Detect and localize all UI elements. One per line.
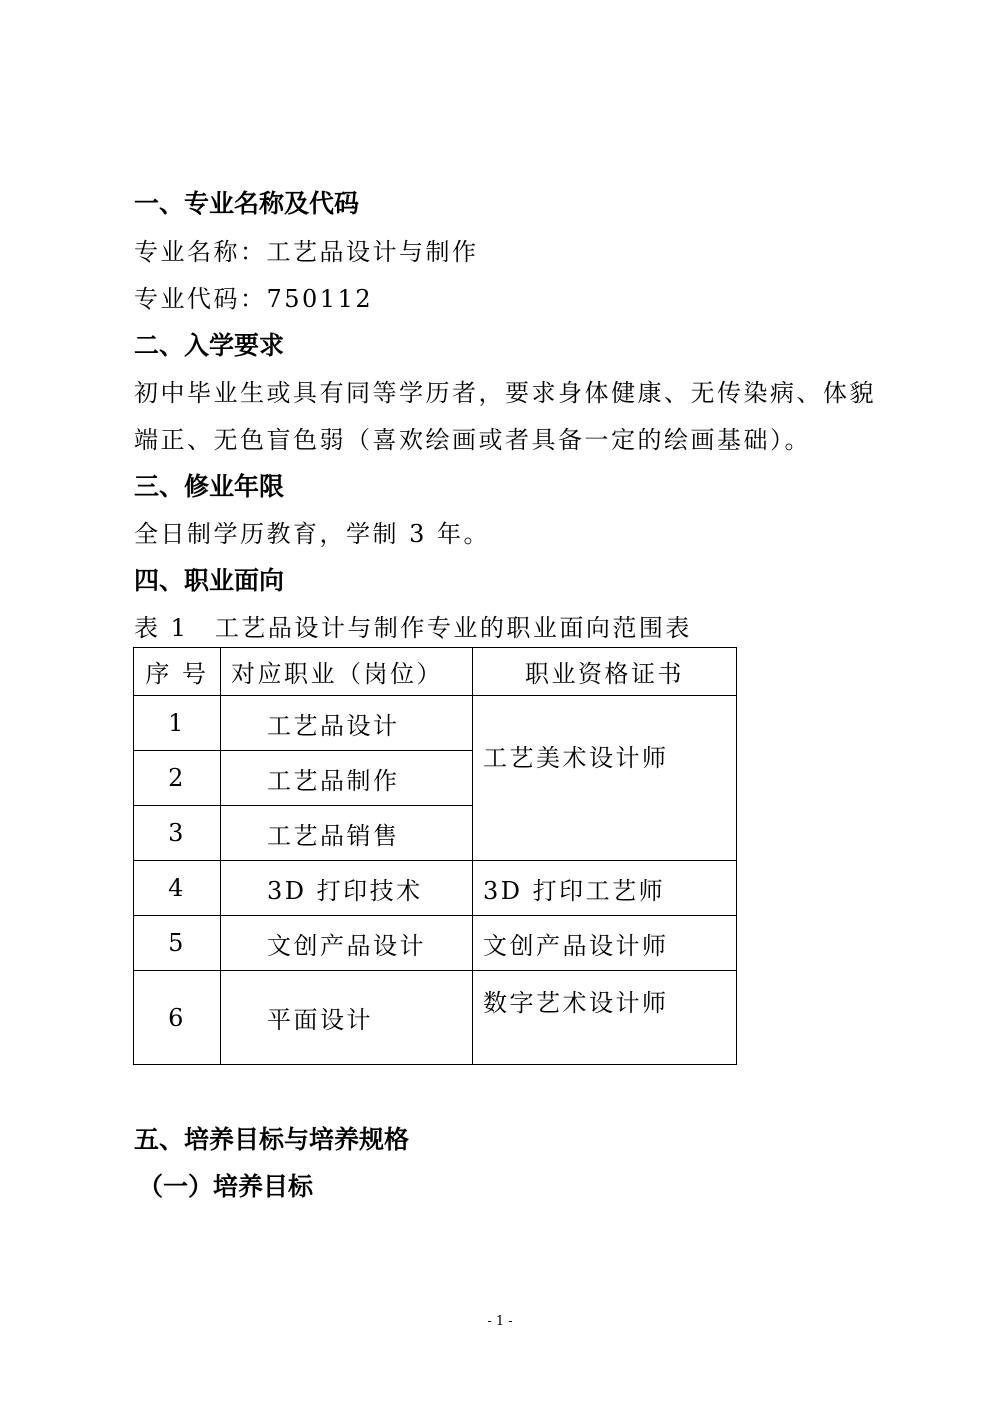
header-number: 序 号 bbox=[134, 648, 221, 696]
row-certificate: 3D 打印工艺师 bbox=[473, 861, 737, 916]
admission-text-line-2: 端正、无色盲色弱（喜欢绘画或者具备一定的绘画基础）。 bbox=[134, 426, 811, 454]
major-name-line: 专业名称：工艺品设计与制作 bbox=[134, 238, 479, 266]
table-header-row bbox=[134, 648, 737, 696]
row-certificate: 数字艺术设计师 bbox=[473, 971, 737, 1065]
section-heading-career: 四、职业面向 bbox=[134, 566, 285, 595]
table-row bbox=[134, 971, 737, 1065]
row-job: 工艺品销售 bbox=[221, 806, 473, 861]
subsection-heading-training-goal: （一）培养目标 bbox=[138, 1172, 314, 1201]
page-number: - 1 - bbox=[487, 1314, 513, 1329]
header-job: 对应职业（岗位） bbox=[221, 648, 473, 696]
row-job: 工艺品设计 bbox=[221, 696, 473, 751]
row-job: 文创产品设计 bbox=[221, 916, 473, 971]
table-row bbox=[134, 861, 737, 916]
row-job: 平面设计 bbox=[221, 971, 473, 1065]
row-number: 3 bbox=[134, 806, 221, 861]
section-heading-admission: 二、入学要求 bbox=[134, 331, 285, 360]
row-number: 6 bbox=[134, 971, 221, 1065]
section-heading-study-years: 三、修业年限 bbox=[134, 472, 285, 501]
row-number: 5 bbox=[134, 916, 221, 971]
row-number: 2 bbox=[134, 751, 221, 806]
row-job: 工艺品制作 bbox=[221, 751, 473, 806]
table-row bbox=[134, 916, 737, 971]
study-years-text: 全日制学历教育，学制 3 年。 bbox=[134, 520, 491, 548]
career-table bbox=[133, 647, 737, 1065]
row-number: 1 bbox=[134, 696, 221, 751]
admission-text-line-1: 初中毕业生或具有同等学历者，要求身体健康、无传染病、体貌 bbox=[134, 379, 876, 407]
header-certificate: 职业资格证书 bbox=[473, 648, 737, 696]
row-certificate: 文创产品设计师 bbox=[473, 916, 737, 971]
merged-certificate-cell: 工艺美术设计师 bbox=[473, 696, 737, 861]
table-row bbox=[134, 696, 737, 751]
section-heading-major-name-code: 一、专业名称及代码 bbox=[134, 189, 360, 218]
section-heading-training-goals: 五、培养目标与培养规格 bbox=[134, 1125, 410, 1154]
row-number: 4 bbox=[134, 861, 221, 916]
major-code-line: 专业代码：750112 bbox=[134, 285, 374, 313]
table-caption: 表 1 工艺品设计与制作专业的职业面向范围表 bbox=[134, 614, 692, 642]
row-job: 3D 打印技术 bbox=[221, 861, 473, 916]
